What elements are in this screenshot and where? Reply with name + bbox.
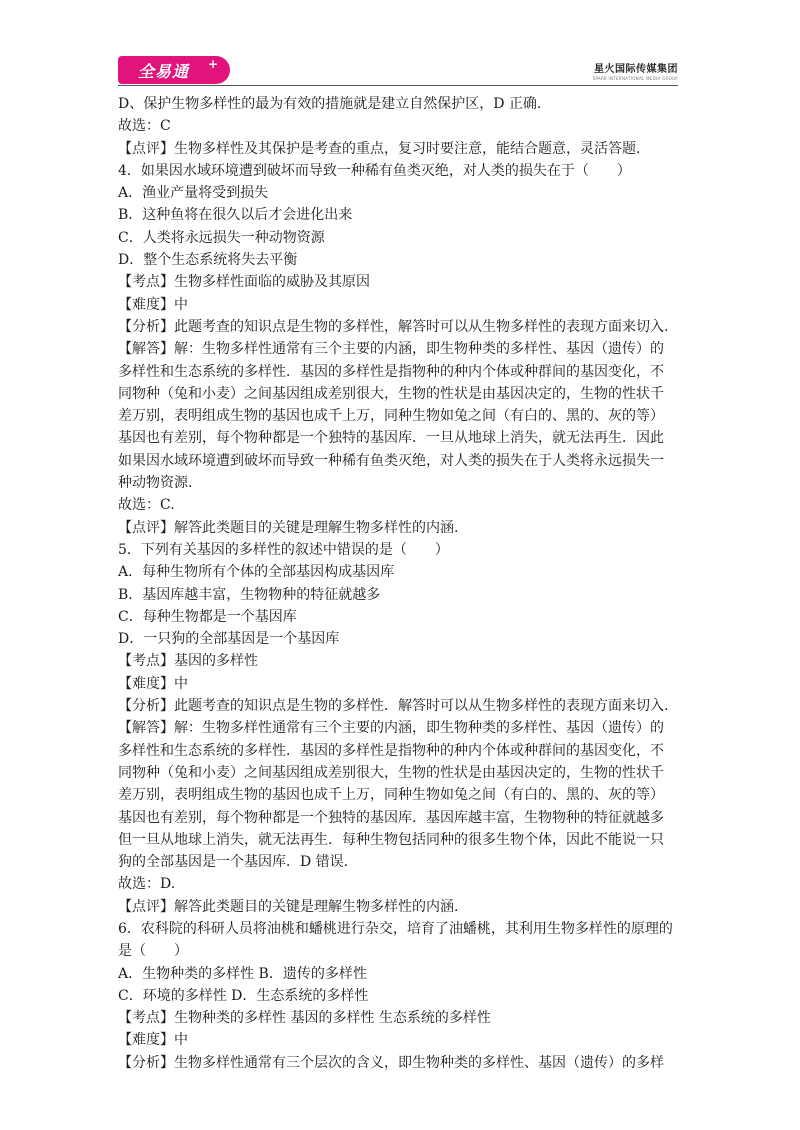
text-line: 是（ ）	[118, 943, 188, 960]
company-name	[593, 60, 678, 81]
text-line: 狗的全部基因是一个基因库．D 错误.	[118, 854, 349, 871]
text-line: A．渔业产量将受到损失	[118, 185, 269, 202]
text-line: 多样性和生态系统的多样性．基因的多样性是指物种的种内个体或种群间的基因变化，不	[118, 363, 664, 380]
text-line: 差万别，表明组成生物的基因也成千上万，同种生物如兔之间（有白的、黑的、灰的等）	[118, 408, 664, 425]
text-line: C．每种生物都是一个基因库	[118, 608, 297, 625]
text-line: 【分析】此题考查的知识点是生物的多样性．解答时可以从生物多样性的表现方面来切入.	[118, 698, 669, 715]
text-line: 【分析】生物多样性通常有三个层次的含义，即生物种类的多样性、基因（遗传）的多样	[118, 1054, 664, 1071]
text-line: 【点评】解答此类题目的关键是理解生物多样性的内涵.	[118, 898, 459, 915]
text-line: 故选：C	[118, 118, 171, 135]
text-line: 【考点】基因的多样性	[118, 653, 258, 670]
logo-plus-icon: +	[207, 57, 218, 71]
text-line: 【分析】此题考查的知识点是生物的多样性，解答时可以从生物多样性的表现方面来切入.	[118, 318, 669, 335]
text-line: 【难度】中	[118, 296, 188, 313]
text-line: 同物种（兔和小麦）之间基因组成差别很大，生物的性状是由基因决定的，生物的性状千	[118, 385, 664, 402]
text-line: B．这种鱼将在很久以后才会进化出来	[118, 207, 353, 224]
text-line: D、保护生物多样性的最为有效的措施就是建立自然保护区，D 正确.	[118, 96, 542, 112]
text-line: 基因也有差别，每个物种都是一个独特的基因库．基因库越丰富，生物物种的特征就越多	[118, 809, 664, 826]
text-line: 如果因水域环境遭到破坏而导致一种稀有鱼类灭绝，对人类的损失在于人类将永远损失一	[118, 452, 664, 469]
page-header	[118, 56, 678, 86]
text-line: 同物种（兔和小麦）之间基因组成差别很大，生物的性状是由基因决定的，生物的性状千	[118, 764, 664, 781]
text-line: 但一旦从地球上消失，就无法再生．每种生物包括同种的很多生物个体，因此不能说一只	[118, 831, 664, 848]
text-line: 【考点】生物种类的多样性 基因的多样性 生态系统的多样性	[118, 1010, 491, 1027]
text-line: 种动物资源.	[118, 475, 193, 492]
brand-logo	[118, 56, 230, 84]
text-line: B．基因库越丰富，生物物种的特征就越多	[118, 586, 381, 603]
text-line: 故选：D.	[118, 876, 176, 893]
text-line: 基因也有差别，每个物种都是一个独特的基因库．一旦从地球上消失，就无法再生．因此	[118, 430, 664, 447]
text-line: 【考点】生物多样性面临的威胁及其原因	[118, 274, 370, 291]
text-line: 【难度】中	[118, 1032, 188, 1049]
text-line: 【点评】解答此类题目的关键是理解生物多样性的内涵.	[118, 519, 459, 536]
text-line: 差万别，表明组成生物的基因也成千上万，同种生物如兔之间（有白的、黑的、灰的等）	[118, 787, 664, 804]
company-name-en: SPARK INTERNATIONAL MEDIA GROUP	[592, 76, 678, 81]
logo-text: 全易通	[138, 62, 190, 81]
company-name-cn: 星火国际传媒集团	[594, 64, 678, 75]
text-line: 4．如果因水域环境遭到破坏而导致一种稀有鱼类灭绝，对人类的损失在于（ ）	[118, 162, 631, 179]
document-body	[118, 93, 683, 1074]
text-line: 6．农科院的科研人员将油桃和蟠桃进行杂交，培育了油蟠桃，其利用生物多样性的原理的	[118, 920, 673, 937]
text-line: 5．下列有关基因的多样性的叙述中错误的是（ ）	[118, 541, 449, 558]
text-line: 【点评】生物多样性及其保护是考查的重点，复习时要注意，能结合题意，灵活答题.	[118, 140, 641, 157]
text-line: A．每种生物所有个体的全部基因构成基因库	[118, 564, 395, 581]
text-line: 【难度】中	[118, 675, 188, 692]
text-line: C．人类将永远损失一种动物资源	[118, 229, 325, 246]
text-line: D．整个生态系统将失去平衡	[118, 252, 298, 269]
text-line: 【解答】解：生物多样性通常有三个主要的内涵，即生物种类的多样性、基因（遗传）的	[118, 341, 664, 358]
text-line: 【解答】解：生物多样性通常有三个主要的内涵，即生物种类的多样性、基因（遗传）的	[118, 720, 664, 737]
text-line: 故选：C.	[118, 497, 175, 514]
text-line: C．环境的多样性 D．生态系统的多样性	[118, 987, 369, 1004]
text-line: D．一只狗的全部基因是一个基因库	[118, 631, 340, 648]
text-line: 多样性和生态系统的多样性．基因的多样性是指物种的种内个体或种群间的基因变化，不	[118, 742, 664, 759]
text-line: A．生物种类的多样性 B．遗传的多样性	[118, 965, 367, 982]
header-divider	[118, 85, 678, 86]
